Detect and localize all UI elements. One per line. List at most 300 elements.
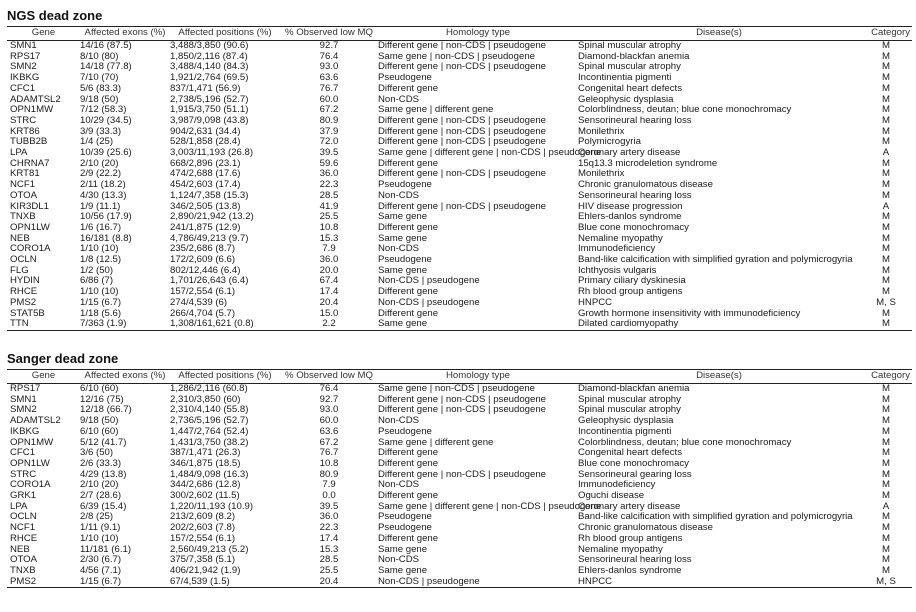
observed-low-mq-cell: 28.5: [319, 554, 339, 566]
affected-positions-cell: 4,786/49,213 (9.7): [170, 232, 249, 244]
homology-type-cell: Different gene: [378, 532, 439, 544]
affected-exons-cell: 1/8 (12.5): [80, 254, 122, 266]
disease-cell: Spinal muscular atrophy: [578, 404, 681, 416]
gene-cell: TTN: [7, 319, 80, 330]
affected-exons-cell: 7/363 (1.9): [80, 319, 170, 330]
affected-positions-cell: 1,915/3,750 (51.1): [170, 104, 249, 116]
category-cell: M: [882, 393, 890, 405]
affected-positions-cell: 1,431/3,750 (38.2): [170, 436, 249, 448]
observed-low-mq-cell: 80.9: [319, 468, 339, 480]
category-cell: M: [882, 404, 890, 416]
homology-type-cell: Same gene: [378, 232, 428, 244]
observed-low-mq-cell: 36.0: [319, 254, 339, 266]
homology-type-cell: Different gene: [378, 307, 439, 319]
affected-positions-cell: 2,736/5,196 (52.7): [170, 415, 249, 427]
affected-positions-cell: 3,488/3,850 (90.6): [170, 40, 249, 51]
observed-low-mq-cell: 76.7: [319, 82, 339, 94]
homology-type-cell: Non-CDS: [378, 415, 420, 427]
category-cell: A: [882, 200, 890, 212]
affected-positions-cell: 2,310/4,140 (55.8): [170, 404, 249, 416]
col-header-gene: Gene: [7, 27, 80, 41]
disease-cell: Incontinentia pigmenti: [578, 425, 672, 437]
affected-positions-cell: 213/2,609 (8.2): [170, 511, 236, 523]
affected-exons-cell: 1/9 (11.1): [80, 200, 121, 212]
affected-positions-cell: 157/2,554 (6.1): [170, 532, 236, 544]
category-cell: M: [882, 114, 890, 126]
affected-positions-cell: 202/2,603 (7.8): [170, 522, 236, 534]
table-row: [7, 545, 912, 556]
ngs-dead-zone-table: [7, 26, 912, 331]
disease-cell: Blue cone monochromacy: [578, 221, 689, 233]
affected-exons-cell: 9/18 (50): [80, 415, 119, 427]
observed-low-mq-cell: 67.2: [319, 104, 339, 116]
disease-cell: Ichthyosis vulgaris: [578, 264, 657, 276]
observed-low-mq-cell: 59.6: [319, 157, 339, 169]
category-cell: M: [882, 564, 890, 576]
affected-exons-cell: 14/18 (77.8): [80, 61, 132, 73]
affected-positions-cell: 802/12,446 (6.4): [170, 264, 241, 276]
affected-exons-cell: 6/10 (60): [80, 383, 119, 394]
col-header-affected-positions: Affected positions (%): [170, 27, 280, 41]
observed-low-mq-cell: 36.0: [319, 511, 339, 523]
affected-exons-cell: 8/10 (80): [80, 50, 119, 62]
observed-low-mq-cell: 67.4: [319, 275, 339, 287]
gene-cell: OTOA: [10, 554, 38, 566]
affected-positions-cell: 904/2,631 (34.4): [170, 125, 241, 137]
observed-low-mq-cell: 36.0: [319, 168, 339, 180]
affected-exons-cell: 5/12 (41.7): [80, 436, 127, 448]
category-cell: M: [882, 468, 890, 480]
category-cell: A: [882, 500, 890, 512]
homology-type-cell: Different gene | non-CDS | pseudogene: [378, 125, 547, 137]
disease-cell: Rh blood group antigens: [578, 286, 683, 298]
affected-exons-cell: 6/39 (15.4): [80, 500, 127, 512]
affected-exons-cell: 2/10 (20): [80, 157, 119, 169]
observed-low-mq-cell: 15.0: [319, 307, 339, 319]
header-row: [7, 27, 912, 41]
disease-cell: Oguchi disease: [578, 490, 645, 502]
affected-positions-cell: 837/1,471 (56.9): [170, 82, 241, 94]
category-cell: M, S: [876, 296, 896, 308]
affected-exons-cell: 1/2 (50): [80, 264, 114, 276]
gene-cell: OPN1MW: [10, 436, 54, 448]
disease-cell: Spinal muscular atrophy: [578, 393, 681, 405]
gene-cell: TUBB2B: [10, 136, 48, 148]
affected-positions-cell: 1,484/9,098 (16.3): [170, 468, 249, 480]
category-cell: M: [882, 522, 890, 534]
category-cell: M: [882, 425, 890, 437]
table-row: [7, 427, 912, 438]
header-row: [7, 370, 912, 384]
category-cell: M: [882, 543, 890, 555]
affected-exons-cell: 4/29 (13.8): [80, 468, 127, 480]
gene-cell: PMS2: [10, 296, 37, 308]
affected-exons-cell: 3/9 (33.3): [80, 125, 122, 137]
gene-cell: OCLN: [10, 511, 37, 523]
homology-type-cell: Same gene | different gene: [378, 104, 494, 116]
disease-cell: Rh blood group antigens: [578, 532, 683, 544]
observed-low-mq-cell: 93.0: [319, 404, 339, 416]
col-header-observed-low-mq: % Observed low MQ: [280, 370, 378, 384]
homology-type-cell: Different gene | non-CDS | pseudogene: [378, 168, 547, 180]
disease-cell: Geleophysic dysplasia: [578, 415, 674, 427]
affected-positions-cell: 241/1,875 (12.9): [170, 221, 241, 233]
homology-type-cell: Different gene: [378, 457, 439, 469]
disease-cell: Band-like calcification with simplified gyration and polymicrogyria: [578, 511, 853, 523]
disease-cell: Chronic granulomatous disease: [578, 522, 713, 534]
table-row: [7, 169, 912, 180]
table-row: [7, 470, 912, 481]
observed-low-mq-cell: 76.7: [319, 447, 339, 459]
col-header-gene: Gene: [7, 370, 80, 384]
affected-exons-cell: 6/10 (60): [80, 425, 119, 437]
observed-low-mq-cell: 67.2: [319, 436, 339, 448]
affected-positions-cell: 274/4,539 (6): [170, 296, 228, 308]
affected-positions-cell: 157/2,554 (6.1): [170, 286, 236, 298]
affected-positions-cell: 387/1,471 (26.3): [170, 447, 241, 459]
table-row: [7, 84, 912, 95]
affected-exons-cell: 4/56 (7.1): [80, 564, 122, 576]
affected-exons-cell: 2/30 (6.7): [80, 554, 122, 566]
category-cell: M: [882, 136, 890, 148]
observed-low-mq-cell: 15.3: [319, 232, 339, 244]
col-header-diseases: Disease(s): [578, 27, 860, 41]
category-cell: M: [882, 436, 890, 448]
category-cell: M: [882, 125, 890, 137]
homology-type-cell: Pseudogene: [378, 522, 432, 534]
col-header-observed-low-mq: % Observed low MQ: [280, 27, 378, 41]
affected-exons-cell: 1/10 (10): [80, 532, 119, 544]
gene-cell: LPA: [10, 147, 28, 159]
observed-low-mq-cell: 20.0: [319, 264, 339, 276]
affected-exons-cell: 2/10 (20): [80, 479, 119, 491]
affected-exons-cell: 9/18 (50): [80, 93, 119, 105]
homology-type-cell: Different gene | non-CDS | pseudogene: [378, 61, 547, 73]
affected-positions-cell: 1,124/7,358 (15.3): [170, 189, 249, 201]
category-cell: M: [882, 264, 890, 276]
gene-cell: CHRNA7: [10, 157, 50, 169]
observed-low-mq-cell: 60.0: [319, 93, 339, 105]
observed-low-mq-cell: 20.4: [280, 577, 378, 588]
observed-low-mq-cell: 2.2: [280, 319, 378, 330]
affected-positions-cell: 1,220/11,193 (10.9): [170, 500, 254, 512]
gene-cell: NCF1: [10, 179, 36, 191]
gene-cell: ADAMTSL2: [10, 415, 61, 427]
disease-cell: Immunodeficiency: [578, 479, 656, 491]
ngs-dead-zone-section: [7, 6, 912, 331]
affected-positions-cell: 1,701/26,643 (6.4): [170, 275, 249, 287]
category-cell: M: [882, 93, 890, 105]
gene-cell: OPN1LW: [10, 221, 50, 233]
gene-cell: KIR3DL1: [10, 200, 49, 212]
affected-exons-cell: 16/181 (8.8): [80, 232, 132, 244]
gene-cell: KRT86: [10, 125, 40, 137]
observed-low-mq-cell: 37.9: [319, 125, 339, 137]
homology-type-cell: Same gene: [378, 264, 428, 276]
homology-type-cell: Different gene: [378, 221, 439, 233]
category-cell: M: [882, 104, 890, 116]
col-header-homology-type: Homology type: [378, 27, 578, 41]
homology-type-cell: Non-CDS: [378, 479, 420, 491]
affected-positions-cell: 1,286/2,116 (60.8): [170, 383, 248, 394]
affected-positions-cell: 346/1,875 (18.5): [170, 457, 241, 469]
disease-cell: Congenital heart defects: [578, 447, 682, 459]
observed-low-mq-cell: 63.6: [319, 425, 339, 437]
gene-cell: OPN1LW: [10, 457, 50, 469]
observed-low-mq-cell: 22.3: [319, 179, 339, 191]
category-cell: M: [882, 457, 890, 469]
disease-cell: Spinal muscular atrophy: [578, 40, 681, 51]
homology-type-cell: Different gene | non-CDS | pseudogene: [378, 200, 547, 212]
observed-low-mq-cell: 22.3: [319, 522, 339, 534]
category-cell: M: [882, 490, 890, 502]
homology-type-cell: Same gene: [378, 564, 428, 576]
homology-type-cell: Different gene | non-CDS | pseudogene: [378, 40, 547, 51]
disease-cell: Polymicrogyria: [578, 136, 641, 148]
gene-cell: RPS17: [10, 50, 41, 62]
observed-low-mq-cell: 39.5: [319, 147, 339, 159]
disease-cell: Sensorineural hearing loss: [578, 554, 692, 566]
gene-cell: SMN1: [10, 393, 37, 405]
table-row: [7, 212, 912, 223]
affected-exons-cell: 12/16 (75): [80, 393, 124, 405]
category-cell: M: [882, 61, 890, 73]
homology-type-cell: Same gene | non-CDS | pseudogene: [378, 383, 535, 394]
disease-cell: Coronary artery disease: [578, 147, 681, 159]
gene-cell: SMN2: [10, 404, 37, 416]
table-row: [7, 512, 912, 523]
category-cell: M: [882, 254, 890, 266]
table-row: [7, 448, 912, 459]
affected-positions-cell: 346/2,505 (13.8): [170, 200, 241, 212]
category-cell: M: [882, 275, 890, 287]
table-row: [7, 191, 912, 202]
affected-positions-cell: 375/7,358 (5.1): [170, 554, 236, 566]
affected-exons-cell: 3/6 (50): [80, 447, 114, 459]
disease-cell: Coronary artery disease: [578, 500, 681, 512]
observed-low-mq-cell: 92.7: [319, 40, 339, 51]
disease-cell: Sensorineural hearing loss: [578, 189, 692, 201]
table-row: [7, 298, 912, 309]
observed-low-mq-cell: 20.4: [319, 296, 339, 308]
observed-low-mq-cell: 39.5: [319, 500, 339, 512]
category-cell: M: [882, 415, 890, 427]
disease-cell: Ehlers-danlos syndrome: [578, 564, 682, 576]
affected-exons-cell: 2/7 (28.6): [80, 490, 122, 502]
table-row: [7, 319, 912, 330]
table-row: [7, 309, 912, 320]
table-row: [7, 234, 912, 245]
observed-low-mq-cell: 76.4: [319, 383, 339, 394]
homology-type-cell: Same gene | different gene: [378, 436, 494, 448]
gene-cell: LPA: [10, 500, 28, 512]
affected-positions-cell: 668/2,896 (23.1): [170, 157, 241, 169]
disease-cell: Geleophysic dysplasia: [578, 93, 674, 105]
gene-cell: SMN1: [10, 40, 37, 51]
affected-positions-cell: 3,987/9,098 (43.8): [170, 114, 249, 126]
disease-cell: Growth hormone insensitivity with immunodeficiency: [578, 307, 801, 319]
observed-low-mq-cell: 76.4: [319, 50, 339, 62]
col-header-homology-type: Homology type: [378, 370, 578, 384]
affected-exons-cell: 12/18 (66.7): [80, 404, 132, 416]
affected-exons-cell: 7/10 (70): [80, 72, 119, 84]
category-cell: M: [882, 50, 890, 62]
affected-exons-cell: 10/29 (34.5): [80, 114, 132, 126]
homology-type-cell: Non-CDS: [378, 189, 420, 201]
category-cell: M: [882, 383, 890, 394]
gene-cell: CFC1: [10, 447, 36, 459]
disease-cell: Colorblindness, deutan; blue cone monochromacy: [578, 104, 792, 116]
disease-cell: Colorblindness, deutan; blue cone monochromacy: [578, 436, 792, 448]
gene-cell: STRC: [10, 114, 37, 126]
disease-cell: Sensorineural hearing loss: [578, 114, 692, 126]
homology-type-cell: Same gene: [378, 543, 428, 555]
observed-low-mq-cell: 93.0: [319, 61, 339, 73]
table-body: [7, 41, 912, 331]
affected-exons-cell: 10/39 (25.6): [80, 147, 132, 159]
table-row: [7, 180, 912, 191]
affected-positions-cell: 235/2,686 (8.7): [170, 243, 236, 255]
gene-cell: RHCE: [10, 532, 38, 544]
sanger-dead-zone-section: [7, 349, 912, 588]
gene-cell: TNXB: [10, 211, 36, 223]
affected-exons-cell: 1/15 (6.7): [80, 577, 170, 588]
homology-type-cell: Different gene: [378, 490, 439, 502]
affected-positions-cell: 3,003/11,193 (26.8): [170, 147, 254, 159]
disease-cell: HNPCC: [578, 296, 613, 308]
section-title: Sanger dead zone: [7, 351, 119, 366]
table-row: [7, 416, 912, 427]
category-cell: M: [882, 168, 890, 180]
category-cell: M: [882, 286, 890, 298]
homology-type-cell: Non-CDS | pseudogene: [378, 577, 578, 588]
table-row: [7, 62, 912, 73]
disease-cell: Monilethrix: [578, 168, 625, 180]
table-row: [7, 148, 912, 159]
category-cell: M: [882, 179, 890, 191]
gene-cell: RPS17: [10, 383, 41, 394]
table-row: [7, 555, 912, 566]
table-row: [7, 405, 912, 416]
category-cell: M: [882, 82, 890, 94]
gene-cell: RHCE: [10, 286, 38, 298]
affected-positions-cell: 1,921/2,764 (69.5): [170, 72, 249, 84]
gene-cell: CORO1A: [10, 243, 51, 255]
affected-exons-cell: 2/11 (18.2): [80, 179, 126, 191]
disease-cell: Spinal muscular atrophy: [578, 61, 681, 73]
category-cell: M: [882, 307, 890, 319]
homology-type-cell: Different gene: [378, 157, 439, 169]
observed-low-mq-cell: 25.5: [319, 564, 339, 576]
gene-cell: NEB: [10, 543, 30, 555]
category-cell: M: [860, 319, 912, 330]
homology-type-cell: Different gene | non-CDS | pseudogene: [378, 136, 547, 148]
affected-exons-cell: 5/6 (83.3): [80, 82, 122, 94]
observed-low-mq-cell: 25.5: [319, 211, 339, 223]
observed-low-mq-cell: 28.5: [319, 189, 339, 201]
homology-type-cell: Non-CDS | pseudogene: [378, 275, 480, 287]
disease-cell: Nemaline myopathy: [578, 232, 663, 244]
disease-cell: Immunodeficiency: [578, 243, 656, 255]
category-cell: M, S: [860, 577, 912, 588]
homology-type-cell: Non-CDS | pseudogene: [378, 296, 480, 308]
disease-cell: Incontinentia pigmenti: [578, 72, 672, 84]
disease-cell: Sensorineural gearing loss: [578, 468, 692, 480]
affected-positions-cell: 266/4,704 (5.7): [170, 307, 236, 319]
disease-cell: Dilated cardiomyopathy: [578, 319, 860, 330]
table-row: [7, 73, 912, 84]
affected-exons-cell: 1/6 (16.7): [80, 221, 122, 233]
category-cell: M: [882, 189, 890, 201]
disease-cell: Diamond-blackfan anemia: [578, 383, 690, 394]
affected-exons-cell: 11/181 (6.1): [80, 543, 132, 555]
observed-low-mq-cell: 7.9: [322, 243, 336, 255]
col-header-category: Category: [860, 27, 912, 41]
category-cell: M: [882, 532, 890, 544]
affected-positions-cell: 172/2,609 (6.6): [170, 254, 236, 266]
disease-cell: Congenital heart defects: [578, 82, 682, 94]
disease-cell: Blue cone monochromacy: [578, 457, 689, 469]
observed-low-mq-cell: 10.8: [319, 221, 339, 233]
category-cell: M: [882, 40, 890, 51]
affected-exons-cell: 1/18 (5.6): [80, 307, 122, 319]
homology-type-cell: Different gene | non-CDS | pseudogene: [378, 468, 547, 480]
gene-cell: PMS2: [7, 577, 80, 588]
homology-type-cell: Different gene: [378, 286, 439, 298]
homology-type-cell: Same gene: [378, 319, 578, 330]
table-row: [7, 202, 912, 213]
affected-exons-cell: 2/9 (22.2): [80, 168, 122, 180]
affected-positions-cell: 2,560/49,213 (5.2): [170, 543, 249, 555]
category-cell: M: [882, 221, 890, 233]
affected-exons-cell: 1/10 (10): [80, 286, 119, 298]
gene-cell: CORO1A: [10, 479, 51, 491]
affected-positions-cell: 1,308/161,621 (0.8): [170, 319, 280, 330]
gene-cell: STRC: [10, 468, 37, 480]
sanger-dead-zone-table: [7, 369, 912, 588]
gene-cell: ADAMTSL2: [10, 93, 61, 105]
category-cell: M: [882, 554, 890, 566]
affected-positions-cell: 474/2,688 (17.6): [170, 168, 241, 180]
table-row: [7, 255, 912, 266]
observed-low-mq-cell: 60.0: [319, 415, 339, 427]
col-header-affected-exons: Affected exons (%): [80, 370, 170, 384]
table-row: [7, 223, 912, 234]
table-row: [7, 480, 912, 491]
affected-positions-cell: 67/4,539 (1.5): [170, 577, 280, 588]
col-header-diseases: Disease(s): [578, 370, 860, 384]
table-row: [7, 534, 912, 545]
table-row: [7, 577, 912, 588]
gene-cell: OCLN: [10, 254, 37, 266]
homology-type-cell: Same gene | different gene | non-CDS | pseudogene: [378, 147, 602, 159]
homology-type-cell: Non-CDS: [378, 554, 420, 566]
category-cell: M: [882, 157, 890, 169]
col-header-category: Category: [860, 370, 912, 384]
observed-low-mq-cell: 92.7: [319, 393, 339, 405]
category-cell: M: [882, 232, 890, 244]
section-title: NGS dead zone: [7, 8, 103, 23]
disease-cell: Band-like calcification with simplified gyration and polymicrogyria: [578, 254, 853, 266]
homology-type-cell: Different gene | non-CDS | pseudogene: [378, 404, 547, 416]
affected-exons-cell: 6/86 (7): [80, 275, 114, 287]
gene-cell: KRT81: [10, 168, 40, 180]
disease-cell: Chronic granulomatous disease: [578, 179, 713, 191]
category-cell: M: [882, 447, 890, 459]
affected-exons-cell: 1/4 (25): [80, 136, 114, 148]
affected-exons-cell: 2/6 (33.3): [80, 457, 122, 469]
gene-cell: NEB: [10, 232, 30, 244]
